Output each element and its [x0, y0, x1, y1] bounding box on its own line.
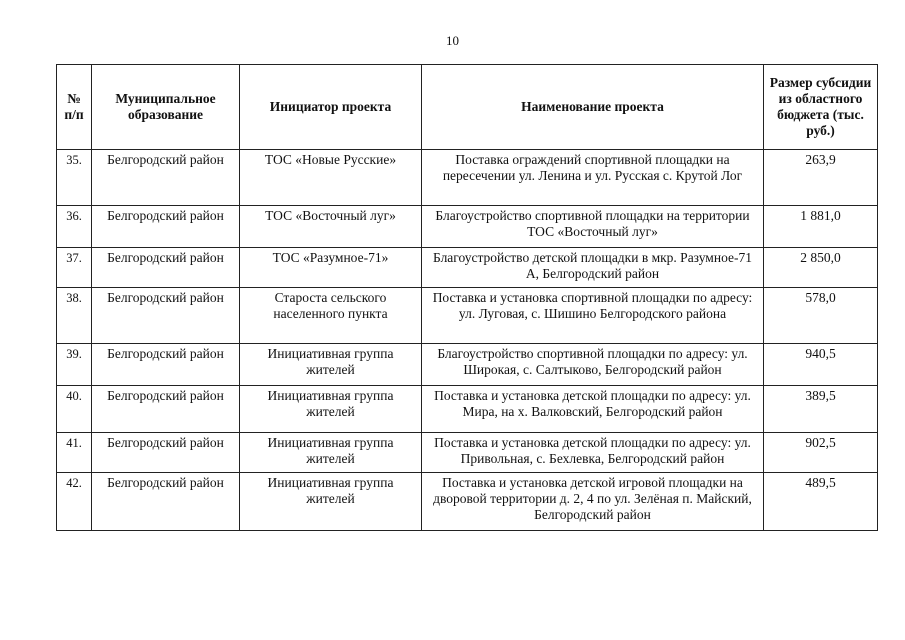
header-amount: Размер субсидии из областного бюджета (тыс. руб.) [764, 65, 878, 150]
cell-initiator: ТОС «Восточный луг» [240, 206, 422, 248]
table-header-row [57, 65, 878, 150]
cell-initiator: ТОС «Новые Русские» [240, 150, 422, 206]
header-num: № п/п [57, 65, 92, 150]
cell-num: 38. [57, 288, 92, 344]
cell-project: Поставка и установка детской игровой площадки на дворовой территории д. 2, 4 по ул. Зелёная п. Майский, Белгородский район [422, 473, 764, 531]
header-project: Наименование проекта [422, 65, 764, 150]
cell-municipality: Белгородский район [92, 344, 240, 386]
header-initiator: Инициатор проекта [240, 65, 422, 150]
table-row [57, 206, 878, 248]
cell-initiator: Инициативная группа жителей [240, 433, 422, 473]
cell-initiator: Инициативная группа жителей [240, 344, 422, 386]
cell-project: Поставка и установка детской площадки по адресу: ул. Привольная, с. Бехлевка, Белгородский район [422, 433, 764, 473]
cell-project: Поставка и установка детской площадки по адресу: ул. Мира, на х. Валковский, Белгородский район [422, 386, 764, 433]
cell-initiator: Инициативная группа жителей [240, 473, 422, 531]
cell-num: 35. [57, 150, 92, 206]
cell-num: 42. [57, 473, 92, 531]
table-row [57, 344, 878, 386]
subsidy-table [56, 64, 878, 531]
cell-project: Благоустройство спортивной площадки по адресу: ул. Широкая, с. Салтыково, Белгородский район [422, 344, 764, 386]
cell-amount: 489,5 [764, 473, 878, 531]
cell-initiator: ТОС «Разумное-71» [240, 248, 422, 288]
header-municipality: Муниципальное образование [92, 65, 240, 150]
cell-amount: 578,0 [764, 288, 878, 344]
cell-initiator: Инициативная группа жителей [240, 386, 422, 433]
cell-municipality: Белгородский район [92, 433, 240, 473]
cell-project: Благоустройство спортивной площадки на территории ТОС «Восточный луг» [422, 206, 764, 248]
cell-num: 39. [57, 344, 92, 386]
cell-amount: 2 850,0 [764, 248, 878, 288]
table-row [57, 386, 878, 433]
cell-amount: 389,5 [764, 386, 878, 433]
cell-amount: 902,5 [764, 433, 878, 473]
cell-municipality: Белгородский район [92, 206, 240, 248]
cell-project: Благоустройство детской площадки в мкр. Разумное-71 А, Белгородский район [422, 248, 764, 288]
table-row [57, 288, 878, 344]
cell-municipality: Белгородский район [92, 248, 240, 288]
page-number: 10 [446, 33, 459, 48]
table-row [57, 150, 878, 206]
cell-municipality: Белгородский район [92, 386, 240, 433]
cell-project: Поставка и установка спортивной площадки по адресу: ул. Луговая, с. Шишино Белгородского района [422, 288, 764, 344]
cell-num: 37. [57, 248, 92, 288]
cell-municipality: Белгородский район [92, 150, 240, 206]
cell-initiator: Староста сельского населенного пункта [240, 288, 422, 344]
cell-project: Поставка ограждений спортивной площадки на пересечении ул. Ленина и ул. Русская с. Крутой Лог [422, 150, 764, 206]
cell-amount: 263,9 [764, 150, 878, 206]
table-row [57, 473, 878, 531]
cell-municipality: Белгородский район [92, 288, 240, 344]
cell-num: 36. [57, 206, 92, 248]
cell-num: 40. [57, 386, 92, 433]
cell-municipality: Белгородский район [92, 473, 240, 531]
cell-amount: 1 881,0 [764, 206, 878, 248]
cell-amount: 940,5 [764, 344, 878, 386]
table-row [57, 433, 878, 473]
table-row [57, 248, 878, 288]
cell-num: 41. [57, 433, 92, 473]
